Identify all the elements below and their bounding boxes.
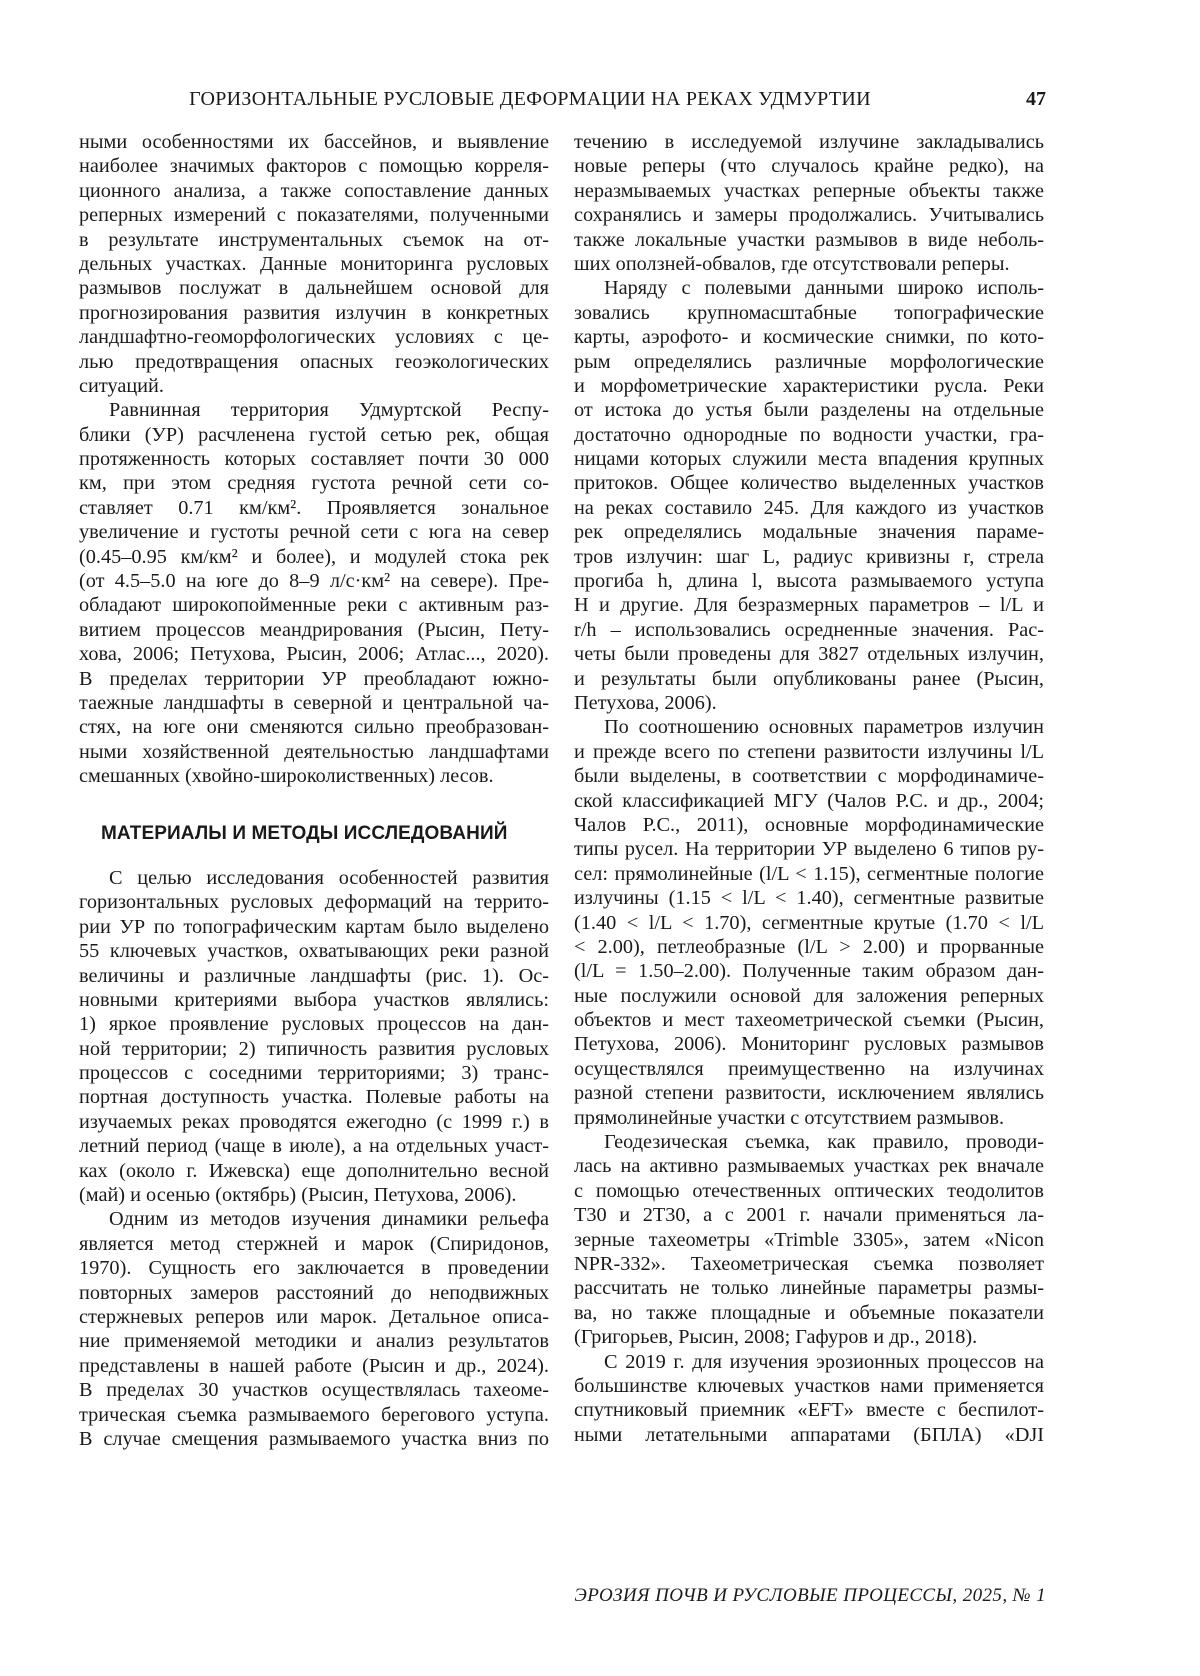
text-line: повторных замеров расстояний до неподвижных [79, 1281, 549, 1305]
text-line: от истока до устья были разделены на отдельные [574, 398, 1044, 422]
text-line: хова, 2006; Петухова, Рысин, 2006; Атлас..., 2020). [79, 642, 549, 666]
paragraph [79, 398, 549, 788]
running-title: ГОРИЗОНТАЛЬНЫЕ РУСЛОВЫЕ ДЕФОРМАЦИИ НА РЕКАХ УДМУРТИИ [120, 88, 940, 111]
text-line: объектов и мест тахеометрической съемки (Рысин, [574, 1008, 1044, 1032]
text-line: По соотношению основных параметров излучин [574, 715, 1044, 739]
text-line: дельных участках. Данные мониторинга русловых [79, 252, 549, 276]
text-line: величины и различные ландшафты (рис. 1). Ос- [79, 964, 549, 988]
text-line: ва, но также площадные и объемные показатели [574, 1301, 1044, 1325]
text-line: спутниковый приемник «EFT» вместе с беспилот- [574, 1398, 1044, 1422]
text-line: NPR-332». Тахеометрическая съемка позволяет [574, 1252, 1044, 1276]
text-line: блики (УР) расчленена густой сетью рек, общая [79, 423, 549, 447]
text-line: увеличение и густоты речной сети с юга на север [79, 520, 549, 544]
text-line: Т30 и 2Т30, а с 2001 г. начали применяться ла- [574, 1203, 1044, 1227]
text-line: Петухова, 2006). [574, 691, 1044, 715]
text-line: смешанных (хвойно-широколиственных) лесов. [79, 764, 549, 788]
text-line: стержневых реперов или марок. Детальное описа- [79, 1305, 549, 1329]
text-line: изучаемых реках проводятся ежегодно (с 1999 г.) в [79, 1110, 549, 1134]
text-line: является метод стержней и марок (Спиридонов, [79, 1232, 549, 1256]
text-line: течению в исследуемой излучине закладывались [574, 130, 1044, 154]
text-line: рек определялись модальные значения параме- [574, 520, 1044, 544]
text-line: обладают широкопойменные реки с активным раз- [79, 593, 549, 617]
text-line: прямолинейные участки с отсутствием размывов. [574, 1106, 1044, 1130]
paragraph [574, 1130, 1044, 1350]
paragraph [574, 130, 1044, 276]
text-line: ными хозяйственной деятельностью ландшафтами [79, 740, 549, 764]
text-line: ших оползней-обвалов, где отсутствовали реперы. [574, 252, 1044, 276]
text-line: притоков. Общее количество выделенных участков [574, 471, 1044, 495]
text-line: r/h – использовались осредненные значения. Рас- [574, 618, 1044, 642]
text-line: В случае смещения размываемого участка вниз по [79, 1427, 549, 1451]
text-line: трическая съемка размываемого берегового уступа. [79, 1403, 549, 1427]
text-line: новые реперы (что случалось крайне редко), на [574, 154, 1044, 178]
text-line: В пределах 30 участков осуществлялась тахеоме- [79, 1378, 549, 1402]
text-line: представлены в нашей работе (Рысин и др., 2024). [79, 1354, 549, 1378]
text-line: новными критериями выбора участков являлись: [79, 988, 549, 1012]
text-line: ными летательными аппаратами (БПЛА) «DJI [574, 1423, 1044, 1447]
text-line: ской классификацией МГУ (Чалов Р.С. и др., 2004; [574, 789, 1044, 813]
text-line: сохранялись и замеры продолжались. Учитывались [574, 203, 1044, 227]
left-column [79, 130, 549, 1451]
text-line: горизонтальных русловых деформаций на террито- [79, 890, 549, 914]
text-line: наиболее значимых факторов с помощью корреля- [79, 154, 549, 178]
paragraph [574, 715, 1044, 1130]
text-line: прогнозирования развития излучин в конкретных [79, 301, 549, 325]
text-line: сел: прямолинейные (l/L < 1.15), сегментные пологие [574, 862, 1044, 886]
text-line: < 2.00), петлеобразные (l/L > 2.00) и прорванные [574, 935, 1044, 959]
text-line: ницами которых служили места впадения крупных [574, 447, 1044, 471]
text-line: и морфометрические характеристики русла. Реки [574, 374, 1044, 398]
text-line: процессов с соседними территориями; 3) транс- [79, 1061, 549, 1085]
text-line: протяженность которых составляет почти 30 000 [79, 447, 549, 471]
text-line: достаточно однородные по водности участки, гра- [574, 423, 1044, 447]
text-line: лась на активно размываемых участках рек вначале [574, 1154, 1044, 1178]
text-line: (Григорьев, Рысин, 2008; Гафуров и др., 2018). [574, 1325, 1044, 1349]
text-line: портная доступность участка. Полевые работы на [79, 1085, 549, 1109]
text-line: ные послужили основой для заложения реперных [574, 984, 1044, 1008]
journal-footer: ЭРОЗИЯ ПОЧВ И РУСЛОВЫЕ ПРОЦЕССЫ, 2025, № 1 [500, 1585, 1046, 1607]
text-line: стях, на юге они сменяются сильно преобразован- [79, 715, 549, 739]
text-line: лью предотвращения опасных геоэкологических [79, 350, 549, 374]
text-line: с помощью отечественных оптических теодолитов [574, 1179, 1044, 1203]
text-line: (l/L = 1.50–2.00). Полученные таким образом дан- [574, 959, 1044, 983]
text-line: ными особенностями их бассейнов, и выявление [79, 130, 549, 154]
text-line: излучины (1.15 < l/L < 1.40), сегментные развитые [574, 886, 1044, 910]
text-line: Равнинная территория Удмуртской Респу- [79, 398, 549, 422]
text-line: ках (около г. Ижевска) еще дополнительно весной [79, 1159, 549, 1183]
text-line: 1) яркое проявление русловых процессов на дан- [79, 1012, 549, 1036]
text-line: тров излучин: шаг L, радиус кривизны r, стрела [574, 545, 1044, 569]
text-line: 1970). Сущность его заключается в проведении [79, 1256, 549, 1280]
paragraph [79, 130, 549, 398]
text-line: летний период (чаще в июле), а на отдельных участ- [79, 1134, 549, 1158]
text-line: рассчитать не только линейные параметры размы- [574, 1276, 1044, 1300]
text-line: зовались крупномасштабные топографические [574, 301, 1044, 325]
paragraph [79, 1207, 549, 1451]
text-line: карты, аэрофото- и космические снимки, по кото- [574, 325, 1044, 349]
text-line: ционного анализа, а также сопоставление данных [79, 179, 549, 203]
text-line: ние применяемой методики и анализ результатов [79, 1329, 549, 1353]
text-line: ной территории; 2) типичность развития русловых [79, 1037, 549, 1061]
paragraph [574, 276, 1044, 715]
text-line: разной степени развитости, исключением являлись [574, 1081, 1044, 1105]
text-line: и прежде всего по степени развитости излучины l/L [574, 740, 1044, 764]
text-line: витием процессов меандрирования (Рысин, Пету- [79, 618, 549, 642]
paragraph [79, 866, 549, 1207]
paragraph [574, 1350, 1044, 1448]
text-line: большинстве ключевых участков нами применяется [574, 1374, 1044, 1398]
text-line: также локальные участки размывов в виде неболь- [574, 228, 1044, 252]
text-line: были выделены, в соответствии с морфодинамиче- [574, 764, 1044, 788]
text-line: ситуаций. [79, 374, 549, 398]
text-line: реперных измерений с показателями, полученными [79, 203, 549, 227]
text-line: размывов послужат в дальнейшем основой для [79, 276, 549, 300]
section-heading: МАТЕРИАЛЫ И МЕТОДЫ ИССЛЕДОВАНИЙ [101, 822, 549, 846]
text-line: H и другие. Для безразмерных параметров – l/L и [574, 593, 1044, 617]
text-line: (0.45–0.95 км/км² и более), и модулей стока рек [79, 545, 549, 569]
text-line: С 2019 г. для изучения эрозионных процессов на [574, 1350, 1044, 1374]
text-line: км, при этом средняя густота речной сети со- [79, 471, 549, 495]
text-line: С целью исследования особенностей развития [79, 866, 549, 890]
text-line: на реках составило 245. Для каждого из участков [574, 496, 1044, 520]
text-line: В пределах территории УР преобладают южно- [79, 667, 549, 691]
text-line: (1.40 < l/L < 1.70), сегментные крутые (1.70 < l/L [574, 911, 1044, 935]
text-line: осуществлялся преимущественно на излучинах [574, 1057, 1044, 1081]
text-line: (от 4.5–5.0 на юге до 8–9 л/с·км² на севере). Пре- [79, 569, 549, 593]
text-line: Одним из методов изучения динамики рельефа [79, 1207, 549, 1231]
page-number: 47 [990, 88, 1046, 111]
right-column [574, 130, 1044, 1447]
text-line: четы были проведены для 3827 отдельных излучин, [574, 642, 1044, 666]
text-line: Петухова, 2006). Мониторинг русловых размывов [574, 1032, 1044, 1056]
text-line: прогиба h, длина l, высота размываемого уступа [574, 569, 1044, 593]
text-line: ландшафтно-геоморфологических условиях с це- [79, 325, 549, 349]
text-line: зерные тахеометры «Trimble 3305», затем «Nicon [574, 1228, 1044, 1252]
text-line: в результате инструментальных съемок на от- [79, 228, 549, 252]
text-line: (май) и осенью (октябрь) (Рысин, Петухова, 2006). [79, 1183, 549, 1207]
text-line: типы русел. На территории УР выделено 6 типов ру- [574, 837, 1044, 861]
text-line: Геодезическая съемка, как правило, проводи- [574, 1130, 1044, 1154]
text-line: рым определялись различные морфологические [574, 350, 1044, 374]
text-line: ставляет 0.71 км/км². Проявляется зональное [79, 496, 549, 520]
text-line: неразмываемых участках реперные объекты также [574, 179, 1044, 203]
text-line: Наряду с полевыми данными широко исполь- [574, 276, 1044, 300]
text-line: и результаты были опубликованы ранее (Рысин, [574, 667, 1044, 691]
text-line: рии УР по топографическим картам было выделено [79, 915, 549, 939]
text-line: таежные ландшафты в северной и центральной ча- [79, 691, 549, 715]
text-line: Чалов Р.С., 2011), основные морфодинамические [574, 813, 1044, 837]
text-line: 55 ключевых участков, охватывающих реки разной [79, 939, 549, 963]
